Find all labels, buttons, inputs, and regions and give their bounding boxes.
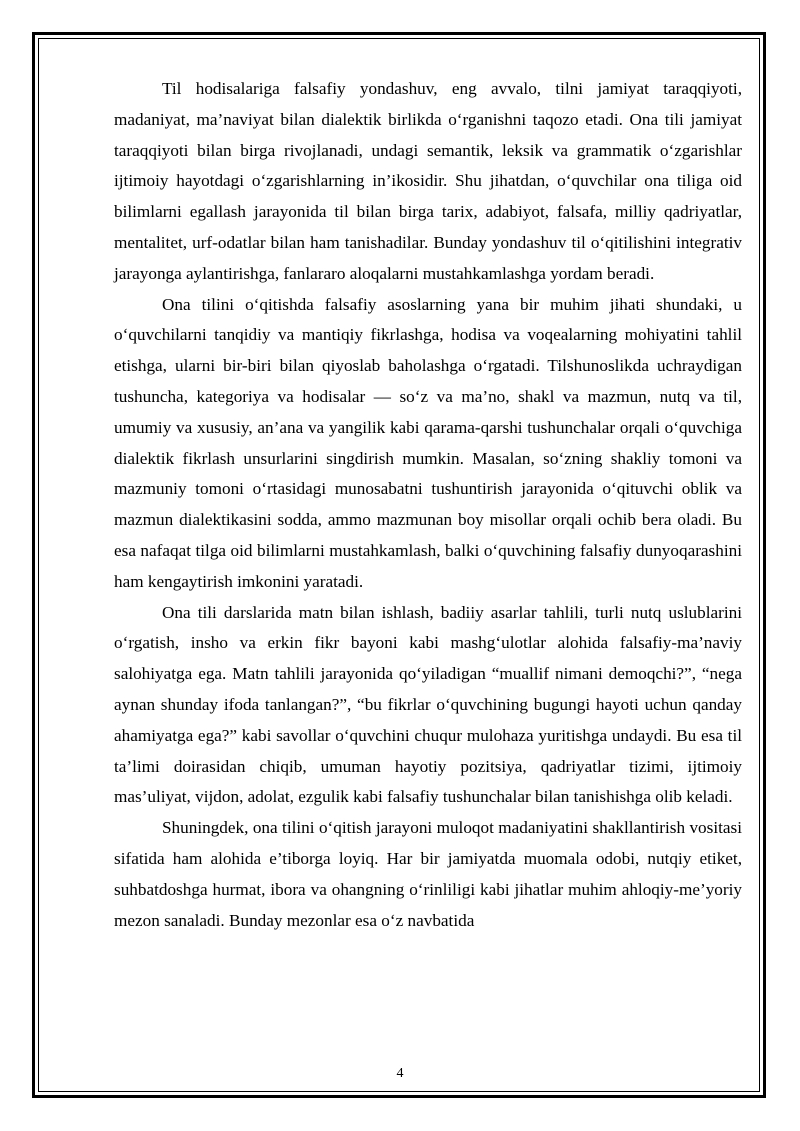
paragraph-3: Ona tili darslarida matn bilan ishlash, badiiy asarlar tahlili, turli nutq uslublarini o‘rgatish, insho va erkin fikr bayoni kabi mashg‘ulotlar alohida falsafiy-ma’naviy salohiyatga ega. Matn tahlili jarayonida qo‘yiladigan “muallif nimani demoqchi?”, “nega aynan shunday ifoda tanlangan?”, “bu fikrlar o‘quvchining bugungi hayoti uchun qanday ahamiyatga ega?” kabi savollar o‘quvchini chuqur mulohaza yuritishga undaydi. Bu esa til ta’limi doirasidan chiqib, umuman hayotiy pozitsiya, qadriyatlar tizimi, ijtimoiy mas’uliyat, vijdon, adolat, ezgulik kabi falsafiy tushunchalar bilan tanishishga olib keladi. — [114, 602, 742, 807]
paragraph-2: Ona tilini o‘qitishda falsafiy asoslarning yana bir muhim jihati shundaki, u o‘quvchilarni tanqidiy va mantiqiy fikrlashga, hodisa va voqealarning mohiyatini tahlil etishga, ularni bir-biri bilan qiyoslab baholashga o‘rgatadi. Tilshunoslikda uchraydigan tushuncha, kategoriya va hodisalar — so‘z va ma’no, shakl va mazmun, nutq va til, umumiy va xususiy, an’ana va yangilik kabi qarama-qarshi tushunchalar orqali o‘quvchiga dialektik fikrlash unsurlarini singdirish mumkin. Masalan, so‘zning shakliy tomoni va mazmuniy tomoni o‘rtasidagi munosabatni tushuntirish jarayonida o‘qituvchi oblik va mazmun dialektikasini sodda, ammo mazmunan boy misollar orqali ochib bera oladi. Bu esa nafaqat tilga oid bilimlarni mustahkamlash, balki o‘quvchining falsafiy dunyoqarashini ham kengaytirish imkonini yaratadi. — [114, 294, 742, 591]
page-number: 4 — [396, 1066, 404, 1081]
page-body — [114, 74, 742, 936]
paragraph-1: Til hodisalariga falsafiy yondashuv, eng avvalo, tilni jamiyat taraqqiyoti, madaniyat, ma’naviyat bilan dialektik birlikda o‘rganishni taqozo etadi. Ona tili jamiyat taraqqiyoti bilan birga rivojlanadi, undagi semantik, leksik va grammatik o‘zgarishlar ijtimoiy hayotdagi o‘zgarishlarning in’ikosidir. Shu jihatdan, o‘quvchilar ona tiliga oid bilimlarni egallash jarayonida til bilan birga tarix, adabiyot, falsafa, milliy qadriyatlar, mentalitet, urf-odatlar bilan ham tanishadilar. Bunday yondashuv til o‘qitilishini integrativ jarayonga aylantirishga, fanlararo aloqalarni mustahkamlashga yordam beradi. — [114, 79, 742, 283]
paragraph-4: Shuningdek, ona tilini o‘qitish jarayoni muloqot madaniyatini shakllantirish vositasi sifatida ham alohida e’tiborga loyiq. Har bir jamiyatda muomala odobi, nutqiy etiket, suhbatdoshga hurmat, ibora va ohangning o‘rinliligi kabi jihatlar muhim ahloqiy-me’yoriy mezon sanaladi. Bunday mezonlar esa o‘z navbatida — [114, 818, 742, 930]
